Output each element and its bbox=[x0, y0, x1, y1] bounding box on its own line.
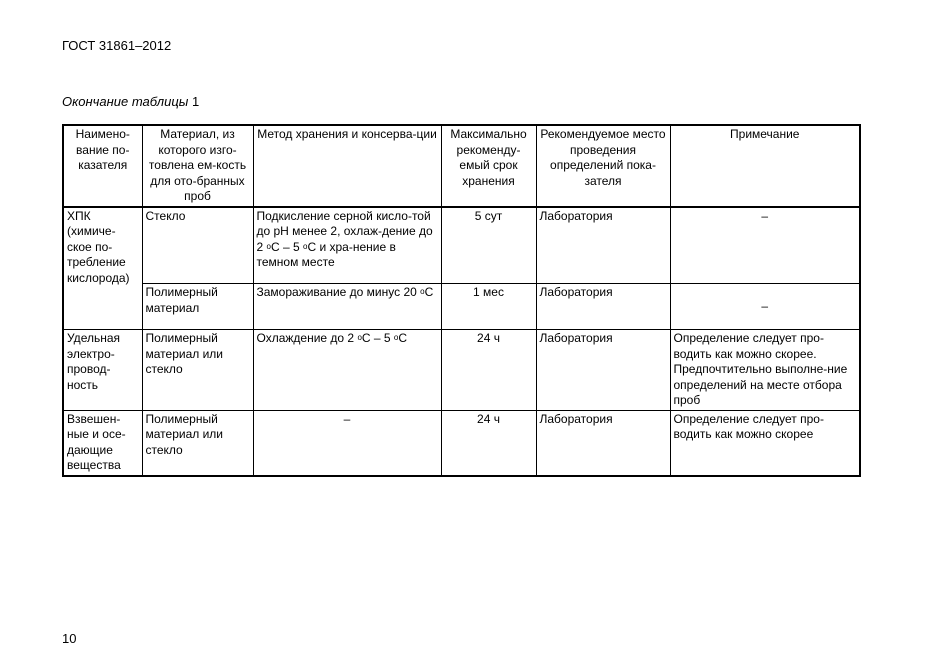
header-material: Материал, из которого изго-товлена ем-кость для ото-бранных проб bbox=[142, 125, 253, 207]
cell-max-time: 24 ч bbox=[441, 330, 536, 411]
cell-place: Лаборатория bbox=[536, 207, 670, 284]
header-note: Примечание bbox=[670, 125, 860, 207]
cell-indicator: ХПК (химиче-ское по-требление кислорода) bbox=[63, 207, 142, 330]
cell-place: Лаборатория bbox=[536, 410, 670, 476]
caption-text: Окончание таблицы bbox=[62, 94, 189, 109]
cell-note: – bbox=[670, 207, 860, 284]
cell-method: Подкисление серной кисло-той до pH менее 2, охлаж-дение до 2 $^o$C – 5 $^o$C и хра-нение в темном месте bbox=[253, 207, 441, 284]
cell-place: Лаборатория bbox=[536, 330, 670, 411]
cell-indicator: Взвешен-ные и осе-дающие вещества bbox=[63, 410, 142, 476]
cell-material: Стекло bbox=[142, 207, 253, 284]
header-max-time: Максимально рекоменду-емый срок хранения bbox=[441, 125, 536, 207]
cell-method: – bbox=[253, 410, 441, 476]
cell-max-time: 5 сут bbox=[441, 207, 536, 284]
table-caption bbox=[62, 94, 199, 109]
header-method: Метод хранения и консерва-ции bbox=[253, 125, 441, 207]
cell-max-time: 1 мес bbox=[441, 284, 536, 330]
table-row bbox=[63, 330, 860, 411]
table-header-row bbox=[63, 125, 860, 207]
cell-material: Полимерный материал или стекло bbox=[142, 330, 253, 411]
cell-max-time: 24 ч bbox=[441, 410, 536, 476]
cell-note: – bbox=[670, 284, 860, 330]
page-number: 10 bbox=[62, 631, 77, 646]
table-row bbox=[63, 207, 860, 284]
cell-method: Замораживание до минус 20 $^o$C bbox=[253, 284, 441, 330]
table-row bbox=[63, 410, 860, 476]
cell-note: Определение следует про-водить как можно скорее bbox=[670, 410, 860, 476]
header-place: Рекомендуемое место проведения определений пока-зателя bbox=[536, 125, 670, 207]
standard-header: ГОСТ 31861–2012 bbox=[62, 38, 172, 53]
cell-place: Лаборатория bbox=[536, 284, 670, 330]
table-row bbox=[63, 284, 860, 330]
cell-material: Полимерный материал или стекло bbox=[142, 410, 253, 476]
cell-material: Полимерный материал bbox=[142, 284, 253, 330]
header-indicator: Наимено-вание по-казателя bbox=[63, 125, 142, 207]
storage-table bbox=[62, 124, 861, 477]
cell-method: Охлаждение до 2 $^o$C – 5 $^o$C bbox=[253, 330, 441, 411]
caption-number: 1 bbox=[191, 94, 200, 109]
cell-indicator: Удельная электро-провод-ность bbox=[63, 330, 142, 411]
cell-note: Определение следует про-водить как можно скорее. Предпочтительно выполне-ние определений на месте отбора проб bbox=[670, 330, 860, 411]
